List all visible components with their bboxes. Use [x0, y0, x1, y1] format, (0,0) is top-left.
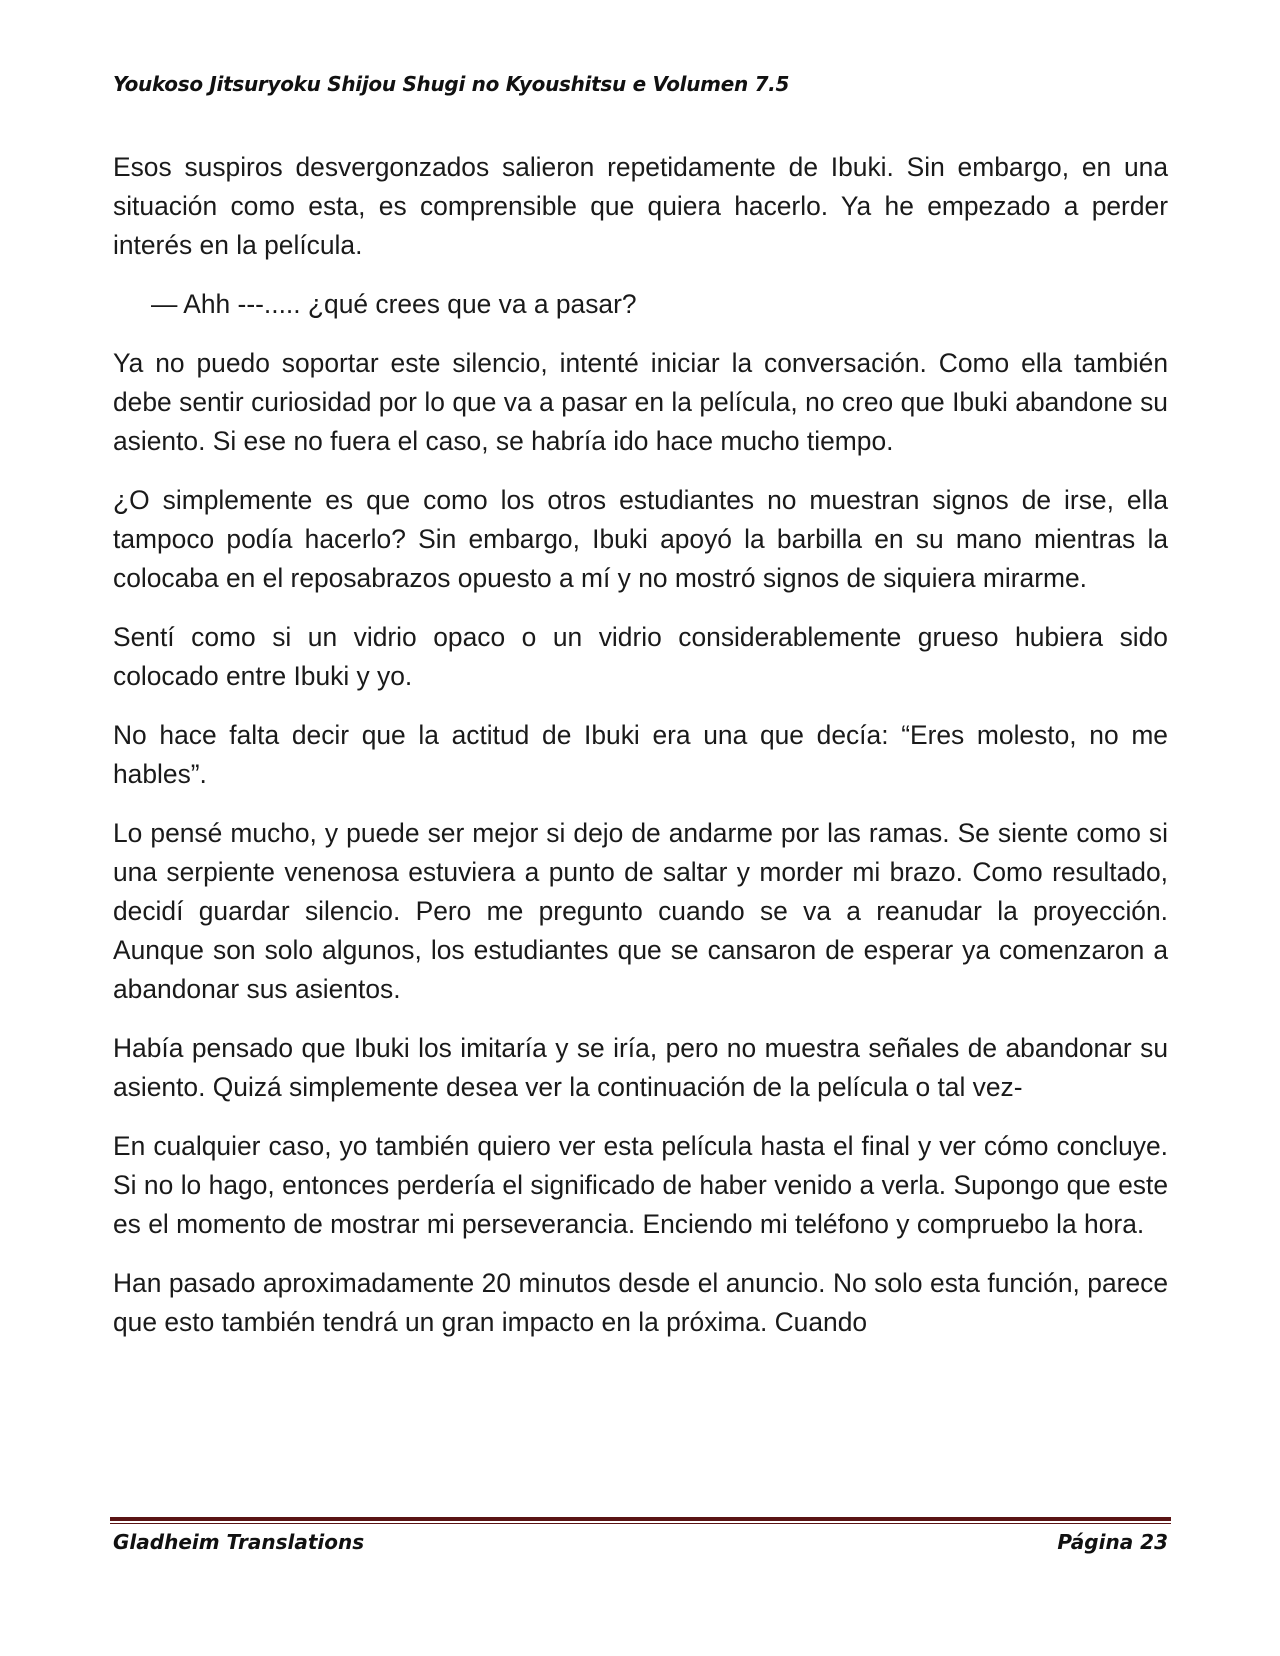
paragraph: ¿O simplemente es que como los otros estudiantes no muestran signos de irse, ella tampoco podía hacerlo? Sin embargo, Ibuki apoyó la barbilla en su mano mientras la colocaba en el reposabrazos opuesto a mí y no mostró signos de siquiera mirarme.: [113, 485, 1168, 593]
paragraph: Ya no puedo soportar este silencio, intenté iniciar la conversación. Como ella también debe sentir curiosidad por lo que va a pasar en la película, no creo que Ibuki abandone su asiento. Si ese no fuera el caso, se habría ido hace mucho tiempo.: [113, 348, 1168, 456]
footer-publisher: Gladheim Translations: [113, 1530, 365, 1554]
footer-divider-thin-line: [110, 1523, 1171, 1524]
page-header-title: Youkoso Jitsuryoku Shijou Shugi no Kyoushitsu e Volumen 7.5: [113, 72, 790, 96]
paragraph: Había pensado que Ibuki los imitaría y se iría, pero no muestra señales de abandonar su asiento. Quizá simplemente desea ver la continuación de la película o tal vez-: [113, 1033, 1168, 1102]
footer-divider: [110, 1517, 1171, 1524]
paragraph: Lo pensé mucho, y puede ser mejor si dejo de andarme por las ramas. Se siente como si una serpiente venenosa estuviera a punto de saltar y morder mi brazo. Como resultado, decidí guardar silencio. Pero me pregunto cuando se va a reanudar la proyección. Aunque son solo algunos, los estudiantes que se cansaron de esperar ya comenzaron a abandonar sus asientos.: [113, 818, 1168, 1004]
paragraph: Han pasado aproximadamente 20 minutos desde el anuncio. No solo esta función, parece que esto también tendrá un gran impacto en la próxima. Cuando: [113, 1268, 1168, 1337]
paragraph: No hace falta decir que la actitud de Ibuki era una que decía: “Eres molesto, no me hables”.: [113, 720, 1168, 789]
paragraph: Esos suspiros desvergonzados salieron repetidamente de Ibuki. Sin embargo, en una situación como esta, es comprensible que quiera hacerlo. Ya he empezado a perder interés en la película.: [113, 152, 1168, 260]
dialogue-line: — Ahh ---..... ¿qué crees que va a pasar?: [151, 289, 637, 319]
paragraph: En cualquier caso, yo también quiero ver esta película hasta el final y ver cómo concluye. Si no lo hago, entonces perdería el significado de haber venido a verla. Supongo que este es el momento de mostrar mi perseverancia. Enciendo mi teléfono y compruebo la hora.: [113, 1131, 1168, 1239]
page-body: [113, 148, 1168, 1362]
footer-page-number: Página 23: [1057, 1530, 1168, 1554]
paragraph: Sentí como si un vidrio opaco o un vidrio considerablemente grueso hubiera sido colocado entre Ibuki y yo.: [113, 622, 1168, 691]
